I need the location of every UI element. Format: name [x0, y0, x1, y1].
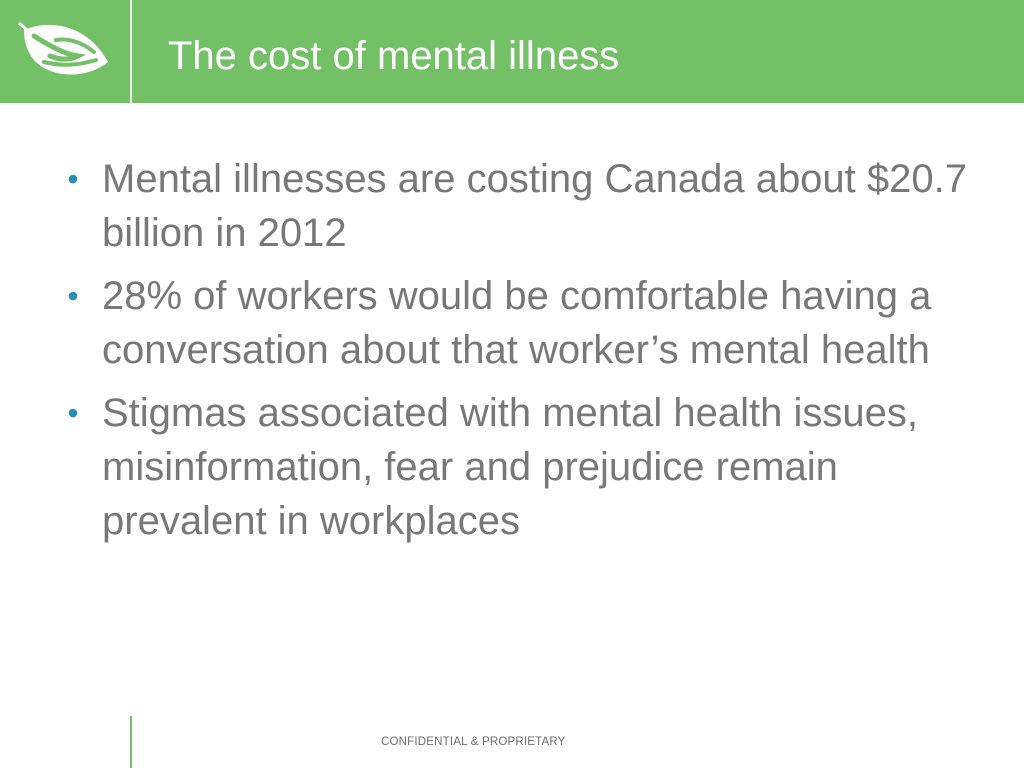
bullet-list — [62, 152, 982, 557]
bullet-text: Stigmas associated with mental health issues, misinformation, fear and prejudice remain prevalent in workplaces — [102, 391, 918, 543]
confidential-footer: CONFIDENTIAL & PROPRIETARY — [381, 736, 566, 748]
bullet-item — [62, 386, 982, 548]
header-divider — [130, 0, 132, 103]
bullet-dot-icon: • — [67, 161, 79, 197]
bullet-item — [62, 152, 982, 260]
bullet-item — [62, 269, 982, 377]
leaf-hand-logo-icon — [16, 16, 116, 86]
bullet-text: 28% of workers would be comfortable having a conversation about that worker’s mental health — [102, 274, 932, 372]
bullet-dot-icon: • — [67, 278, 79, 314]
footer-divider — [130, 716, 132, 768]
bullet-dot-icon: • — [67, 395, 79, 431]
slide-title: The cost of mental illness — [168, 34, 620, 78]
slide-header — [0, 0, 1024, 103]
bullet-text: Mental illnesses are costing Canada about $20.7 billion in 2012 — [102, 157, 967, 255]
